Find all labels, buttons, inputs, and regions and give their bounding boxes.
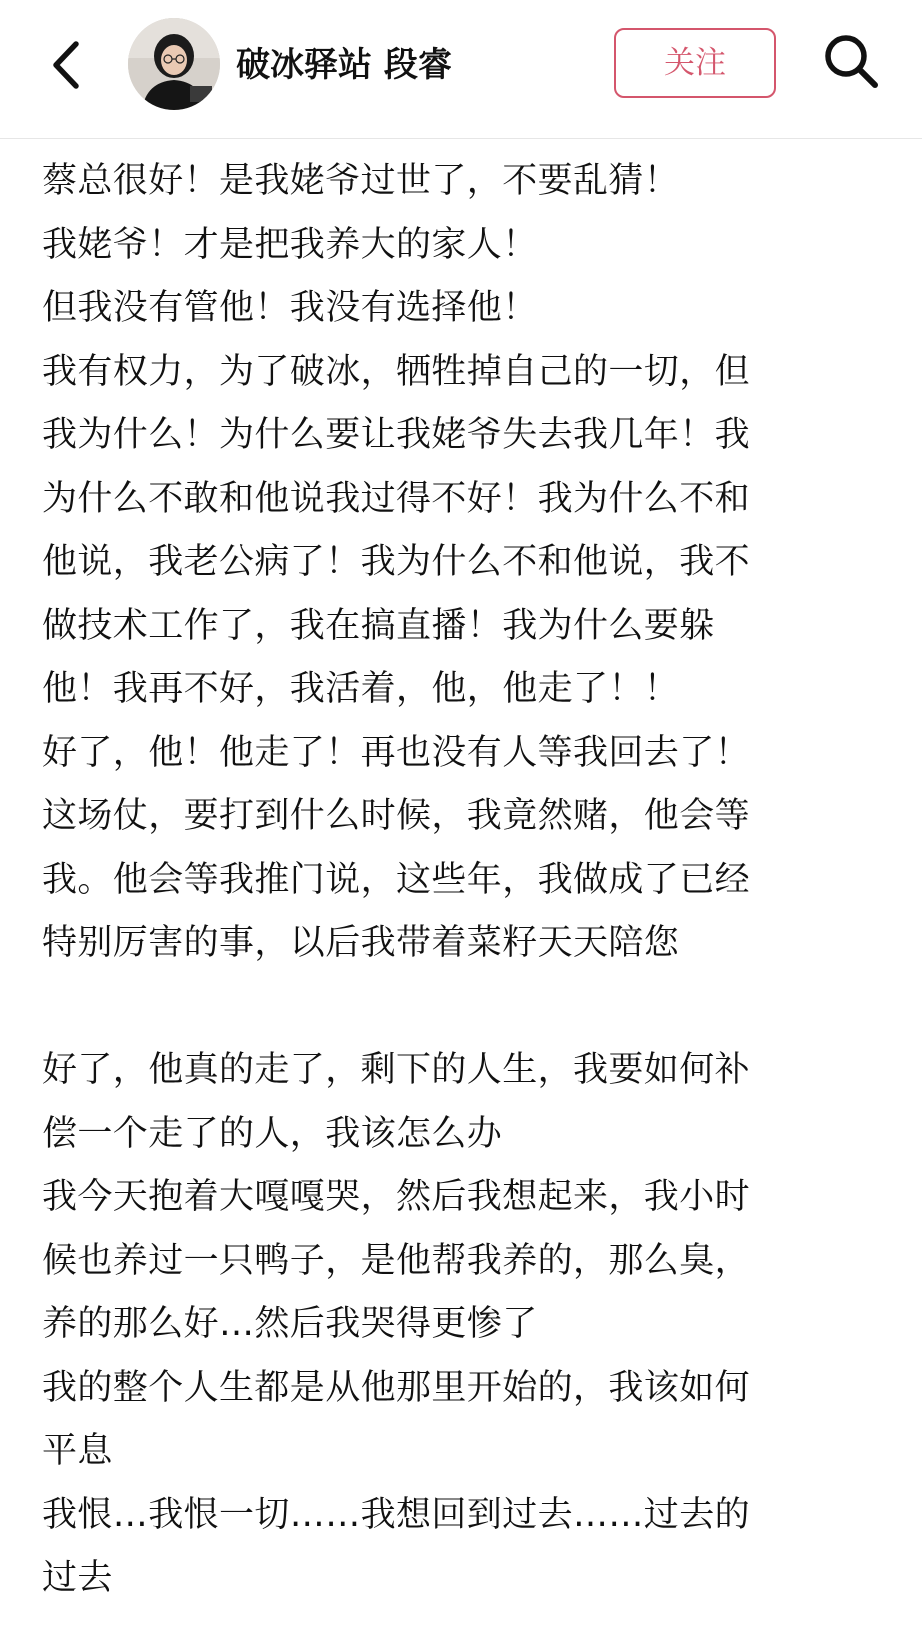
post-body xyxy=(42,150,882,1611)
post-text-line: 我。他会等我推门说，这些年，我做成了已经 xyxy=(42,859,751,900)
post-text-line: 过去 xyxy=(42,1558,113,1598)
search-button[interactable] xyxy=(820,30,882,92)
post-header xyxy=(0,0,922,139)
post-text-line: 蔡总很好！是我姥爷过世了，不要乱猜！ xyxy=(42,161,680,201)
search-icon xyxy=(820,30,882,92)
post-text-line: 但我没有管他！我没有选择他！ xyxy=(42,288,538,328)
paragraph-spacer xyxy=(42,976,882,1040)
post-text-line: 好了，他真的走了，剩下的人生，我要如何补 xyxy=(42,1050,751,1090)
post-text-line: 我姥爷！才是把我养大的家人！ xyxy=(42,224,538,265)
post-text-line: 他说，我老公病了！我为什么不和他说，我不 xyxy=(42,542,751,582)
post-text-line: 他！我再不好，我活着，他，他走了！！ xyxy=(42,669,680,709)
post-text-line: 养的那么好…然后我哭得更惨了 xyxy=(42,1304,538,1344)
back-button[interactable] xyxy=(44,36,94,94)
post-text-line: 我恨…我恨一切……我想回到过去……过去的 xyxy=(42,1494,751,1535)
post-text-line: 好了，他！他走了！再也没有人等我回去了！ xyxy=(42,732,751,773)
post-text-line: 我的整个人生都是从他那里开始的，我该如何 xyxy=(42,1367,751,1408)
follow-button[interactable]: 关注 xyxy=(614,28,776,98)
post-text-line: 为什么不敢和他说我过得不好！我为什么不和 xyxy=(42,478,751,519)
avatar-photo xyxy=(128,18,220,110)
author-name[interactable]: 破冰驿站 段睿 xyxy=(236,45,452,85)
post-text-line: 平息 xyxy=(42,1431,113,1471)
post-text-line: 偿一个走了的人，我该怎么办 xyxy=(42,1113,503,1154)
post-text-line: 特别厉害的事，以后我带着菜籽天天陪您 xyxy=(42,923,680,963)
post-text-line: 做技术工作了，我在搞直播！我为什么要躲 xyxy=(42,605,715,646)
post-text-line: 这场仗，要打到什么时候，我竟然赌，他会等 xyxy=(42,796,751,836)
post-text-line: 候也养过一只鸭子，是他帮我养的，那么臭， xyxy=(42,1240,751,1281)
post-text-line: 我今天抱着大嘎嘎哭，然后我想起来，我小时 xyxy=(42,1177,751,1217)
post-text-line: 我为什么！为什么要让我姥爷失去我几年！我 xyxy=(42,415,751,455)
post-text-line: 我有权力，为了破冰，牺牲掉自己的一切，但 xyxy=(42,351,751,392)
avatar[interactable] xyxy=(128,18,220,110)
chevron-left-icon xyxy=(44,36,94,94)
